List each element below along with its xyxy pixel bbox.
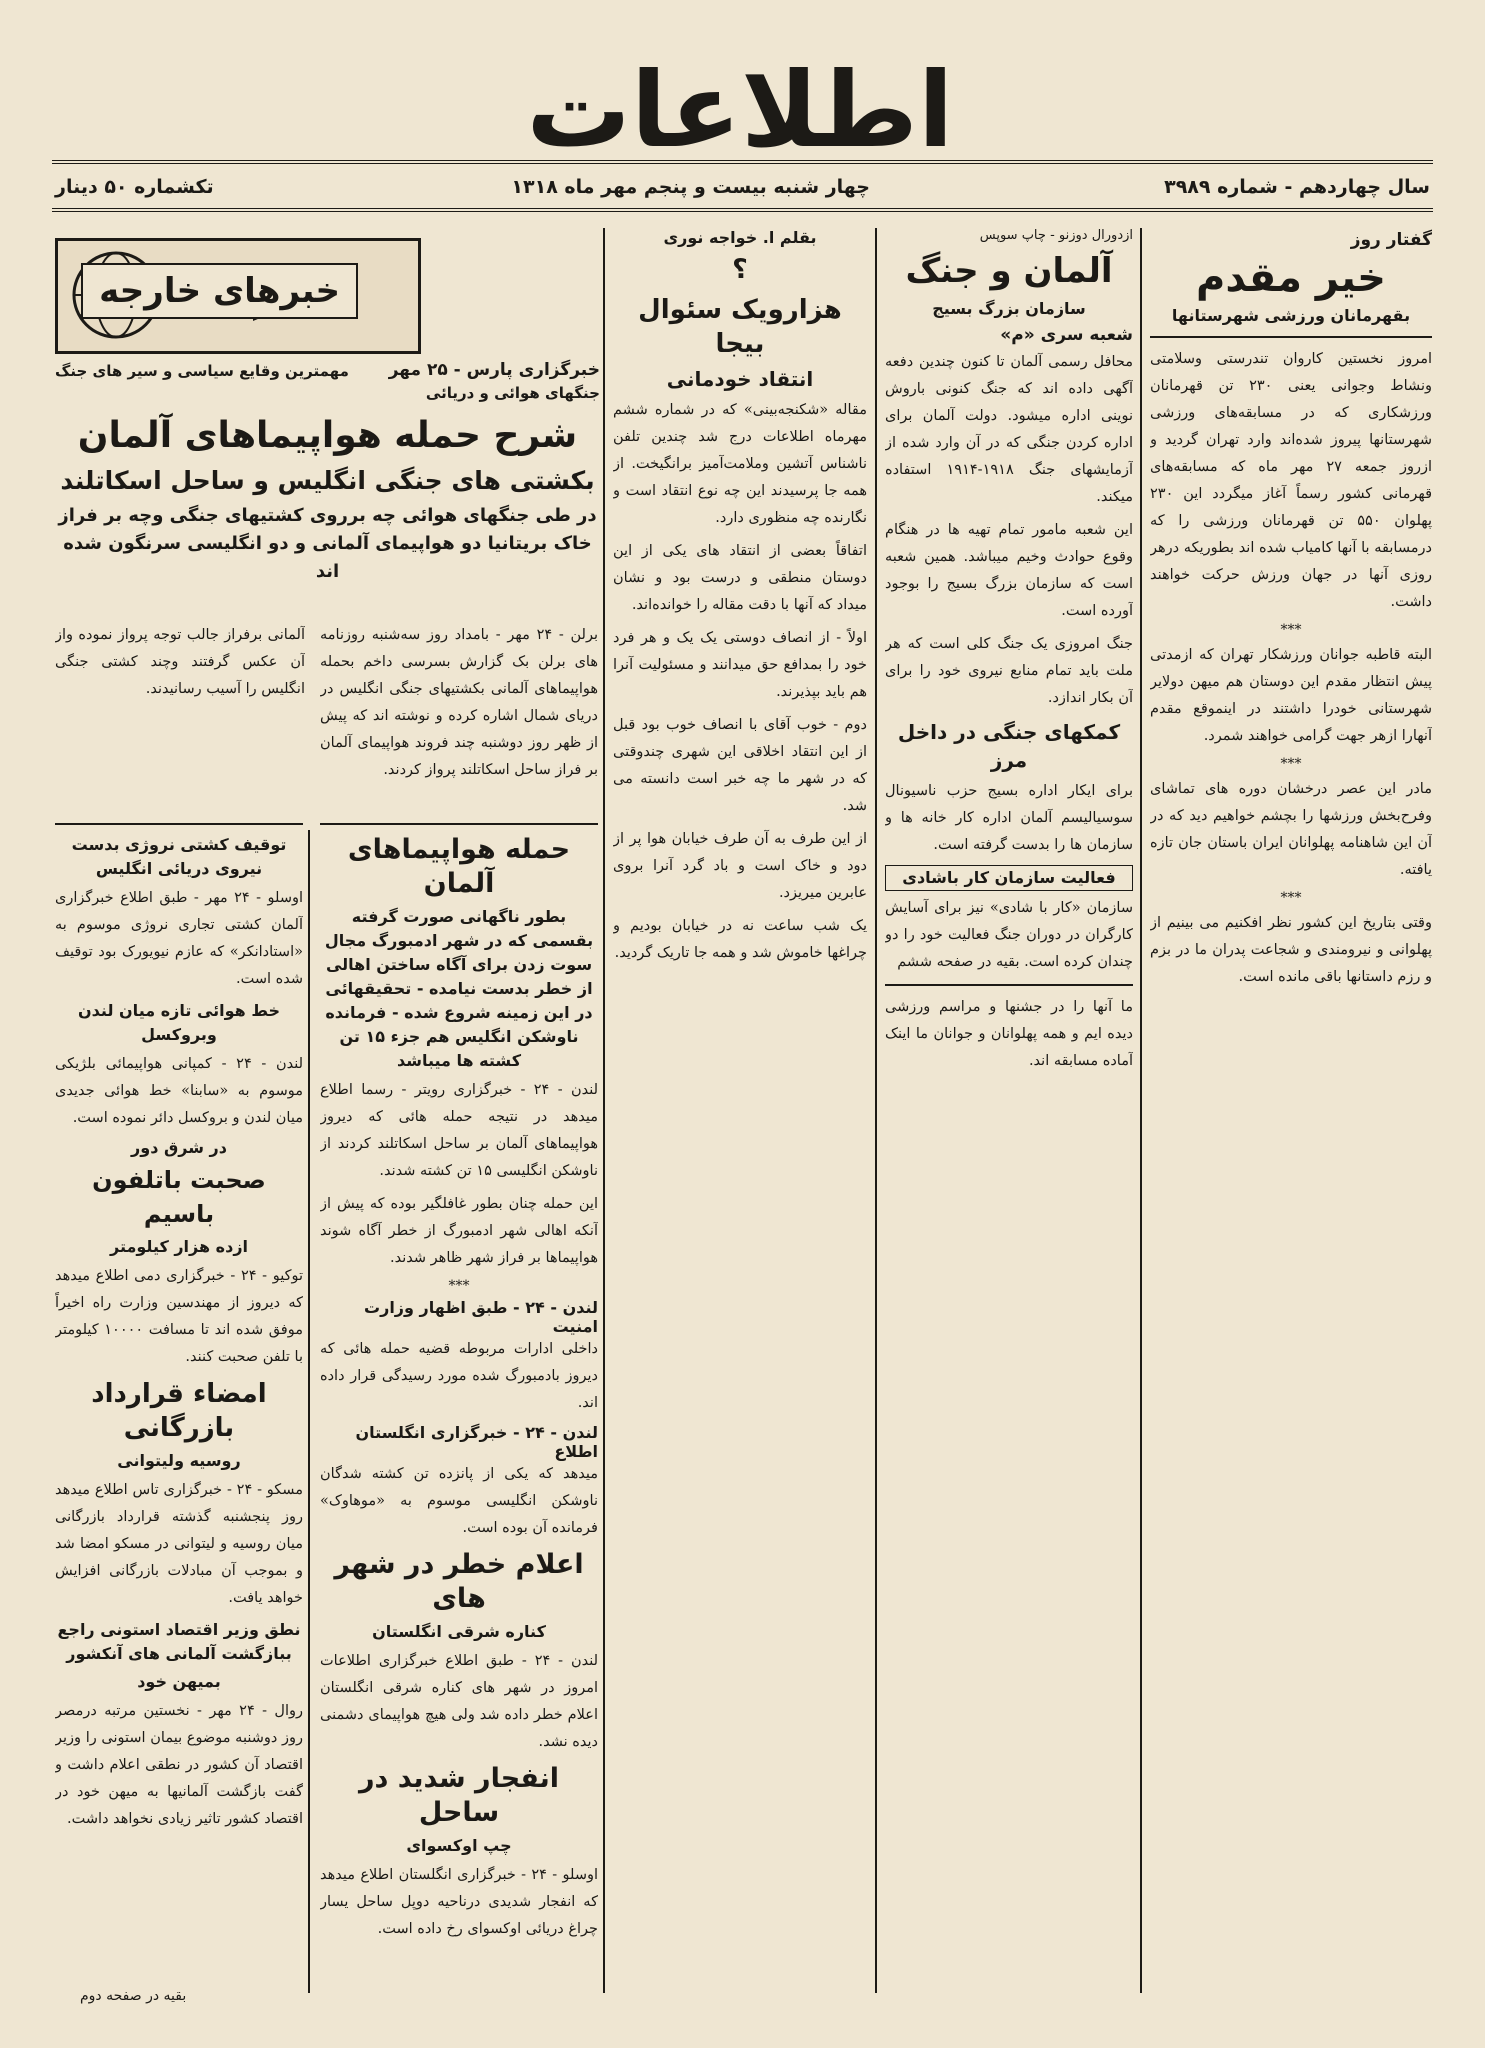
- article-paragraph: مقاله «شکنجه‌بینی» که در شماره ششم مهرماه اطلاعات درج شد چندین تلفن ناشناس آتشین وملامت‌آمیز برانگیخت. از همه جا پرسیدند این چه نوع انتقاد است و نگارنده چه منظوری دارد.: [613, 402, 867, 526]
- article-title: هزارویک سئوال بیجا: [638, 295, 842, 359]
- editorial-title: خیر مقدم: [1196, 255, 1386, 301]
- article-kicker: شعبه سری «م»: [1000, 325, 1133, 345]
- column-rule: [1140, 228, 1142, 1993]
- foreign-lead-block: [55, 358, 600, 590]
- lead-body-right: [320, 622, 598, 802]
- article-paragraph: برای ایکار اداره بسیج حزب ناسیونال سوسیالیسم آلمان اداره کار خانه ها و سازمان ها را بدست گرفته است.: [885, 783, 1133, 853]
- brief-title: نطق وزیر اقتصاد استونی راجع ببازگشت آلمانی های آنکشور: [57, 1620, 301, 1663]
- article-paragraph: این شعبه مامور تمام تهیه ها در هنگام وقوع حوادث وخیم میباشد. همین شعبه است که سازمان بزرگ بسیج را بوجود آورده است.: [885, 522, 1133, 619]
- article-subtitle: سازمان بزرگ بسیج: [932, 299, 1086, 318]
- news-dateline: لندن - ۲۴ - طبق اظهار وزارت امنیت: [364, 1298, 598, 1336]
- attack-paragraph: این حمله چنان بطور غافلگیر بوده که پیش از آنکه اهالی شهر ادمبورگ از خطر آگاه شوند هواپیماها بر فراز شهر ظاهر شدند.: [320, 1196, 598, 1266]
- lead-deck: در طی جنگهای هوائی چه برروی کشتیهای جنگی وچه بر فراز خاک بریتانیا دو هواپیمای آلمانی و دو انگلیسی سرنگون شده اند: [58, 505, 597, 582]
- article-paragraph: اولاً - از انصاف دوستی یک یک و هر فرد خود را بمدافع حق میدانند و مسئولیت آنرا هم باید بپذیرند.: [613, 630, 867, 700]
- brief-paragraph: روال - ۲۴ مهر - نخستین مرتبه درمصر روز دوشنبه موضوع بیمان استونی را وزیر اقتصاد آن کشور در نطقی اعلام داشت و گفت بازگشت آلمانیها به میهن خود در اقتصاد کشور تاثیر زیادی نخواهد داشت.: [55, 1703, 303, 1827]
- brief-subtitle: بمیهن خود: [137, 1672, 221, 1691]
- lead-paragraph: آلمانی برفراز جالب توجه پرواز نموده واز آن عکس گرفتند وچند کشتی جنگی انگلیس را آسیب رسانیدند.: [55, 627, 305, 697]
- article-byline: ازدورال دوزنو - چاپ سوپس: [979, 228, 1133, 243]
- brief-title: امضاء قرارداد بازرگانی: [91, 1379, 267, 1443]
- masthead-rule-top: [52, 160, 1433, 164]
- attack-deck: بطور ناگهانی صورت گرفته بقسمی که در شهر ادمبورگ مجال سوت زدن برای آگاه ساختن اهالی از خطر بدست نیامده - تحقیقهائی در این زمینه شروع شده - فرمانده ناوشکن انگلیس هم جزء ۱۵ تن کشته ها میباشد: [324, 907, 594, 1070]
- brief-paragraph: لندن - ۲۴ - کمپانی هواپیمائی بلژیکی موسوم به «سابنا» خط هوائی جدیدی میان لندن و بروکسل دائر نموده است.: [55, 1056, 303, 1126]
- alarm-subtitle: کناره شرقی انگلستان: [372, 1622, 546, 1641]
- brief-paragraph: اوسلو - ۲۴ مهر - طبق اطلاع خبرگزاری آلمان کشتی تجاری نروژی موسوم به «استادانکر» که عازم نیویورک بود توقیف شده است.: [55, 890, 303, 987]
- column-rule: [875, 228, 877, 1993]
- divider: [320, 823, 598, 825]
- news-paragraph: داخلی ادارات مربوطه قضیه حمله هائی که دیروز بادمبورگ شده مورد رسیدگی قرار داده اند.: [320, 1341, 598, 1411]
- column-rule: [603, 228, 605, 1993]
- alarm-title: اعلام خطر در شهر های: [334, 1549, 584, 1614]
- question-mark: ؟: [732, 254, 748, 285]
- column-foreign-middle: [320, 815, 598, 1988]
- column-foreign-briefs: [55, 815, 303, 1988]
- article-paragraph: اتفاقاً بعضی از انتقاد های یکی از این دوستان منطقی و درست بود و نشان میداد که آنها با دقت مقاله را خوانده‌اند.: [613, 543, 867, 613]
- article-paragraph: جنگ امروزی یک جنگ کلی است که هر ملت باید تمام منابع نیروی خود را برای آن بکار اندازد.: [885, 636, 1133, 706]
- lead-paragraph: برلن - ۲۴ مهر - بامداد روز سه‌شنبه روزنامه های برلن بک گزارش بسرسی داخم بحمله هواپیماهای آلمانی بکشتیهای جنگی انگلیس در دریای شمال اشاره کرده و نوشته اند که پیش از ظهر روز دوشنبه چند فروند هواپیمای آلمان بر فراز ساحل اسکاتلند پرواز کردند.: [320, 627, 598, 778]
- brief-title: خط هوائی تازه میان لندن وبروکسل: [78, 1001, 280, 1044]
- editorial-subtitle: بقهرمانان ورزشی شهرستانها: [1171, 306, 1411, 325]
- column-criticism: [613, 228, 867, 1988]
- news-paragraph: لندن - ۲۴ - طبق اطلاع خبرگزاری اطلاعات امروز در شهر های کناره شرقی انگلستان اعلام خطر داده شد ولی هیچ هواپیمای دشمنی دیده نشد.: [320, 1653, 598, 1750]
- issue-number: سال چهاردهم - شماره ۳۹۸۹: [1164, 176, 1430, 198]
- blast-subtitle: چپ اوکسوای: [406, 1836, 512, 1855]
- editorial-paragraph: امروز نخستین کاروان تندرستی وسلامتی ونشاط وجوانی یعنی ۲۳۰ تن قهرمانان ورزشکاری که در مسابقه‌های ورزشی شهرستانها پیروز شده‌اند وارد تهران گردید و ازروز جمعه ۲۷ مهر ماه که مسابقه‌های قهرمانی کشور رسماً آغاز میگردد این ۲۳۰ پهلوان ۵۵۰ تن قهرمانان ورزشی را که درمسابقه با آنها کامیاب شده اند بطوریکه درهر روزی آنها در جهان ورزش حرکت خواهند داشت.: [1150, 351, 1432, 610]
- separator-stars: ***: [1280, 622, 1302, 638]
- article-paragraph: از این طرف به آن طرف خیابان هوا پر از دود و خاک است و باد گرد آنرا بروی عابرین میریزد.: [613, 831, 867, 901]
- separator-stars: ***: [1280, 890, 1302, 906]
- brief-subtitle: ازده هزار کیلومتر: [109, 1237, 249, 1256]
- lead-kicker-left: مهمترین وقایع سیاسی و سیر های جنگ: [55, 362, 349, 380]
- lead-body-left: [55, 622, 305, 802]
- brief-title: توقیف کشتی نروژی بدست نیروی دریائی انگلیس: [71, 835, 287, 878]
- article-subtitle: انتقاد خودمانی: [666, 367, 814, 391]
- column-editorial: [1150, 228, 1432, 1988]
- issue-price: تکشماره ۵۰ دینار: [55, 176, 214, 198]
- article-paragraph: یک شب ساعت نه در خیابان بودیم و چراغها خاموش شد و همه جا تاریک گردید.: [613, 918, 867, 961]
- separator-stars: ***: [1280, 756, 1302, 772]
- masthead-rule-bottom: [52, 208, 1433, 212]
- brief-paragraph: توکیو - ۲۴ - خبرگزاری دمی اطلاع میدهد که دیروز از مهندسین وزارت راه اخیراً موفق شده اند تا مسافت ۱۰۰۰۰ کیلومتر با تلفن صحبت کنند.: [55, 1268, 303, 1365]
- foreign-news-banner: [55, 238, 421, 354]
- masthead: [520, 49, 960, 171]
- separator-stars: ***: [448, 1278, 470, 1294]
- article-paragraph: محافل رسمی آلمان تا کنون چندین دفعه آگهی داده اند که جنگ کنونی باروش نوینی اداره میشود. دولت آلمان برای اداره کردن جنگی که در آن وارد شده از آزمایشهای جنگ ۱۹۱۸-۱۹۱۴ استفاده میکند.: [885, 354, 1133, 505]
- attack-paragraph: لندن - ۲۴ - خبرگزاری رویتر - رسما اطلاع میدهد در نتیجه حمله هائی که دیروز هواپیماهای آلمان بر ساحل اسکاتلند کردند از ناوشکن انگلیسی ۱۵ تن کشته شدند.: [320, 1082, 598, 1179]
- brief-kicker: در شرق دور: [131, 1138, 227, 1157]
- lead-headline: شرح حمله هواپیماهای آلمان: [77, 415, 578, 456]
- issue-date: چهار شنبه بیست و پنجم مهر ماه ۱۳۱۸: [511, 176, 870, 198]
- article-byline: بقلم ا. خواجه نوری: [663, 228, 817, 247]
- attack-title: حمله هواپیماهای آلمان: [347, 834, 571, 899]
- article-paragraph: سازمان «کار با شادی» نیز برای آسایش کارگران در دوران جنگ فعالیت خود را دو چندان کرده است. بقیه در صفحه ششم: [885, 900, 1133, 970]
- brief-subtitle: روسیه ولیتوانی: [117, 1451, 241, 1470]
- foreign-news-title: خبرهای خارجه: [81, 263, 358, 319]
- column-germany-war: [885, 228, 1133, 1988]
- continued-note: بقیه در صفحه دوم: [80, 1988, 187, 2004]
- masthead-logo: اطلاعات: [526, 49, 954, 171]
- divider: [1150, 336, 1432, 338]
- lead-kicker: خبرگزاری پارس - ۲۵ مهر: [388, 360, 600, 380]
- article-paragraph: دوم - خوب آقای با انصاف خوب بود قبل از این انتقاد اخلاقی این شهری چندوقتی که در شهر ما چه خبر است دانسته می شد.: [613, 717, 867, 814]
- news-paragraph: اوسلو - ۲۴ - خبرگزاری انگلستان اطلاع میدهد که انفجار شدیدی درناحیه دوپل ساحل یسار چراغ دریائی اوکسوای رخ داده است.: [320, 1867, 598, 1937]
- column-rule: [308, 830, 310, 1993]
- brief-paragraph: مسکو - ۲۴ - خبرگزاری تاس اطلاع میدهد روز پنجشنبه گذشته قرارداد بازرگانی میان روسیه و لیتوانی در مسکو امضا شد و بموجب آن مبادلات بازرگانی افزایش خواهد یافت.: [55, 1482, 303, 1606]
- blast-title: انفجار شدید در ساحل: [358, 1763, 560, 1828]
- divider: [55, 823, 303, 825]
- editorial-paragraph: البته قاطبه جوانان ورزشکار تهران که ازمدتی پیش انتظار مقدم این دوستان هم میهن دولایر شهرستانی خودرا داشتند در اینموقع مقدم آنهارا ازهر جهت گرامی خواهند شمرد.: [1150, 647, 1432, 744]
- info-bar: [55, 172, 1430, 204]
- article-subhead: فعالیت سازمان کار باشادی: [885, 865, 1133, 891]
- article-subhead: کمکهای جنگی در داخل مرز: [897, 720, 1121, 772]
- editorial-paragraph: وقتی بتاریخ این کشور نظر افکنیم می بینیم از پهلوانی و نیرومندی و شجاعت پدران ما در بزم و رزم داستانها باقی مانده است.: [1150, 915, 1432, 985]
- article-title: آلمان و جنگ: [905, 251, 1113, 291]
- news-dateline: لندن - ۲۴ - خبرگزاری انگلستان اطلاع: [355, 1423, 598, 1461]
- brief-title: صحبت باتلفون باسیم: [92, 1166, 266, 1228]
- section-label: گفتار روز: [1350, 230, 1432, 250]
- article-paragraph: ما آنها را در جشنها و مراسم ورزشی دیده ایم و همه پهلوانان و جوانان ما اینک آماده مسابقه اند.: [885, 999, 1133, 1069]
- lead-headline-2: بکشتی های جنگی انگلیس و ساحل اسکاتلند: [60, 466, 595, 495]
- news-paragraph: میدهد که یکی از پانزده تن کشته شدگان ناوشکن انگلیسی موسوم به «موهاوک» فرمانده آن بوده است.: [320, 1466, 598, 1536]
- divider: [885, 984, 1133, 986]
- editorial-paragraph: مادر این عصر درخشان دوره های تماشای وفرح‌بخش ورزشها را بچشم خواهیم دید که در آن این شاهنامه پهلوانان ایران باستان جان تازه یافته.: [1150, 781, 1432, 878]
- lead-kicker-sub: جنگهای هوائی و دریائی: [425, 384, 600, 402]
